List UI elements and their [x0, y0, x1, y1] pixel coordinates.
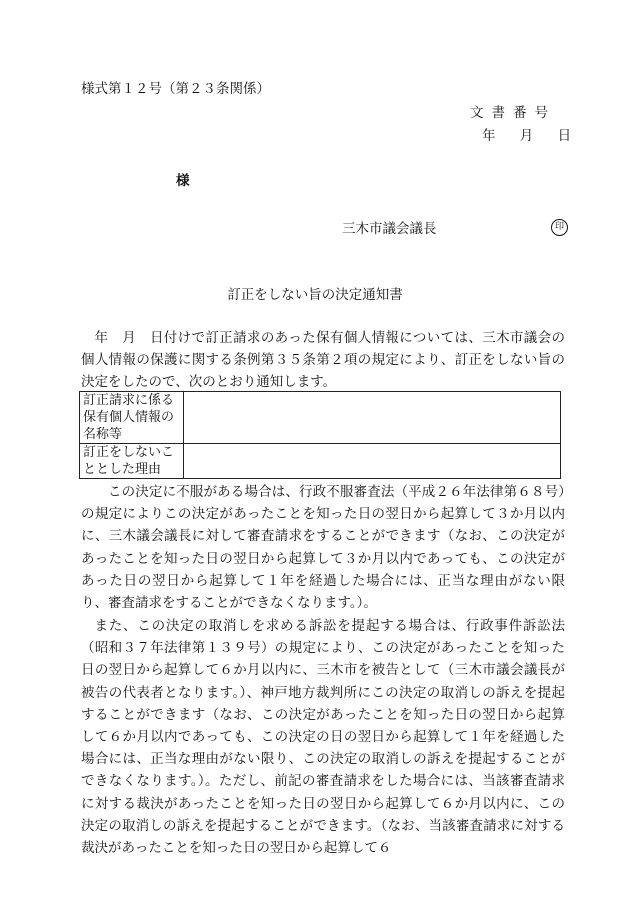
document-number-label: 文書番号 [470, 105, 556, 121]
table-row [80, 444, 561, 479]
seal-icon: 印 [551, 219, 568, 236]
addressee: 様 [176, 173, 190, 189]
date-line: 年 月 日 [482, 128, 576, 144]
table-row-value [184, 444, 561, 479]
intro-paragraph: 年 月 日付けで訂正請求のあった保有個人情報については、三木市議会の個人情報の保護に関する条例第３５条第２項の規定により、訂正をしない旨の決定をしたので、次のとおり通知します。 [81, 330, 565, 390]
table-row-label: 訂正請求に係る保有個人情報の名称等 [80, 392, 184, 444]
document-title: 訂正をしない旨の決定通知書 [227, 287, 403, 303]
table-row-value [184, 392, 561, 444]
lawsuit-notice: また、この決定の取消しを求める訴訟を提起する場合は、行政事件訴訟法（昭和３７年法律第１３９号）の規定により、この決定があったことを知った日の翌日から起算して６か月以内に、三木市を被告として（三木市議会議長が被告の代表者となります。）、神戸地方裁判所にこの決定の取消しの訴えを提起することができます（なお、この決定があったことを知った日の翌日から起算して６か月以内であっても、この決定の日の翌日から起算して１年を経過した場合には、正当な理由がない限り、この決定の取消しの訴えを提起することができなくなります。）。ただし、前記の審査請求をした場合には、当該審査請求に対する裁決があったことを知った日の翌日から起算して６か月以内に、この決定の取消しの訴えを提起することができます。（なお、当該審査請求に対する裁決があったことを知った日の翌日から起算して６ [81, 618, 565, 857]
appeal-notice: この決定に不服がある場合は、行政不服審査法（平成２６年法律第６８号）の規定によりこの決定があったことを知った日の翌日から起算して３か月以内に、三木議会議長に対して審査請求をすることができます（なお、この決定があったことを知った日の翌日から起算して３か月以内であっても、この決定があった日の翌日から起算して１年を経過した場合には、正当な理由がない限り、審査請求をすることができなくなります。）。 [81, 484, 565, 612]
form-number: 様式第１２号（第２３条関係） [81, 81, 270, 97]
sender-title: 三木市議会議長 [342, 221, 437, 237]
table-row [80, 392, 561, 444]
table-row-label: 訂正をしないこととした理由 [80, 444, 184, 479]
info-table [79, 391, 561, 479]
